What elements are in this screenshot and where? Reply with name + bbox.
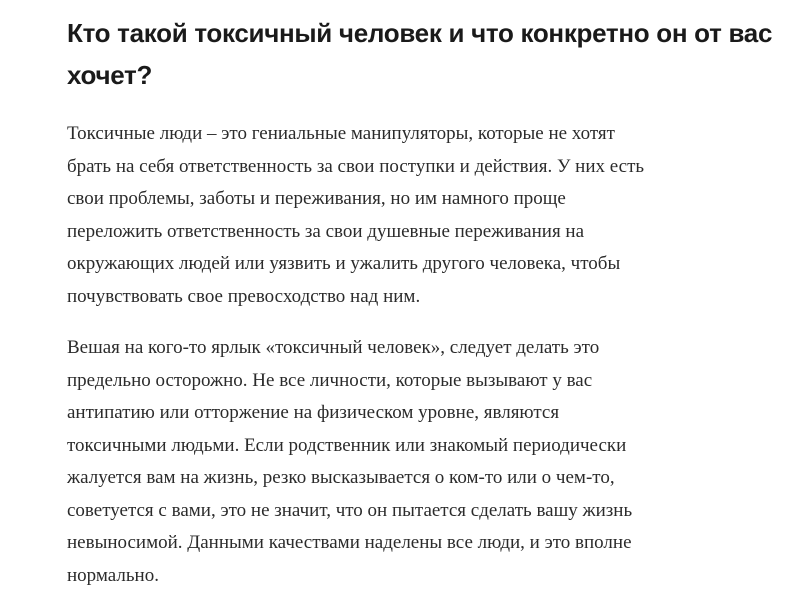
paragraph-line: невыносимой. Данными качествами наделены все люди, и это вполне bbox=[67, 527, 767, 560]
paragraph-line: переложить ответственность за свои душевные переживания на bbox=[67, 216, 767, 249]
paragraph-line: предельно осторожно. Не все личности, которые вызывают у вас bbox=[67, 365, 767, 398]
heading-line: хочет? bbox=[67, 54, 767, 96]
paragraph-line: жалуется вам на жизнь, резко высказывается о ком-то или о чем-то, bbox=[67, 462, 767, 495]
paragraph-line: Вешая на кого-то ярлык «токсичный человек», следует делать это bbox=[67, 332, 767, 365]
paragraph-line: советуется с вами, это не значит, что он пытается сделать вашу жизнь bbox=[67, 495, 767, 528]
paragraph-line: окружающих людей или уязвить и ужалить другого человека, чтобы bbox=[67, 248, 767, 281]
paragraph-line: нормально. bbox=[67, 560, 767, 592]
article-body bbox=[67, 12, 767, 592]
paragraph-line: почувствовать свое превосходство над ним. bbox=[67, 281, 767, 314]
heading-line: Кто такой токсичный человек и что конкретно он от вас bbox=[67, 12, 767, 54]
paragraph-line: антипатию или отторжение на физическом уровне, являются bbox=[67, 397, 767, 430]
paragraph-line: свои проблемы, заботы и переживания, но им намного проще bbox=[67, 183, 767, 216]
article-heading bbox=[67, 12, 767, 96]
paragraph-line: токсичными людьми. Если родственник или знакомый периодически bbox=[67, 430, 767, 463]
paragraph-toxic-people-definition bbox=[67, 118, 767, 313]
paragraph-labeling-caution bbox=[67, 332, 767, 592]
paragraph-line: Токсичные люди – это гениальные манипуляторы, которые не хотят bbox=[67, 118, 767, 151]
paragraph-line: брать на себя ответственность за свои поступки и действия. У них есть bbox=[67, 151, 767, 184]
